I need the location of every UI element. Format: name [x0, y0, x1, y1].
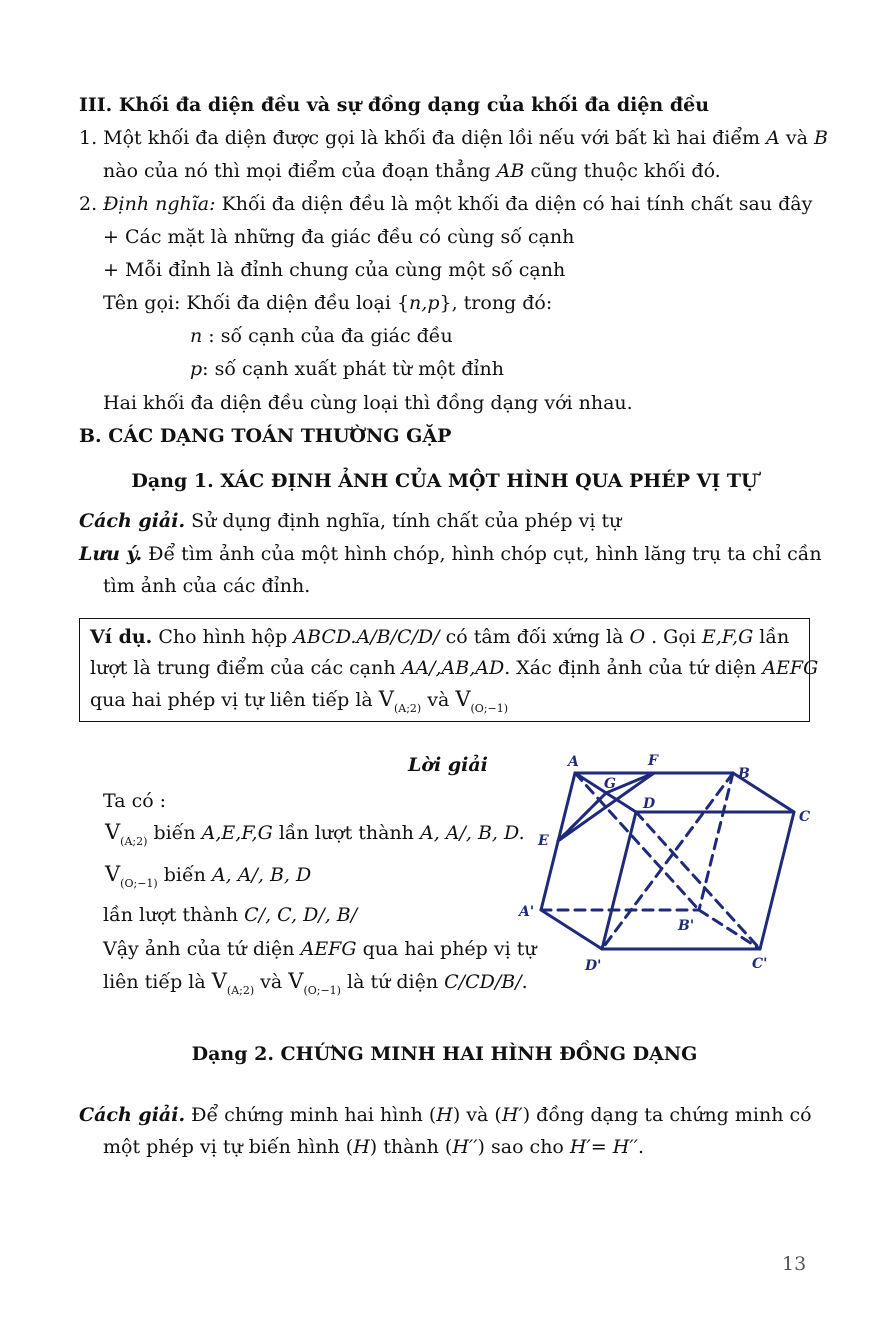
tetrahedron: AEFG	[762, 657, 819, 679]
text: và	[779, 127, 814, 149]
image-points: A, A/, B, D.	[419, 822, 525, 844]
text: lần lượt thành	[103, 904, 245, 926]
solution-step-2	[105, 862, 311, 890]
p-var: p	[190, 358, 203, 380]
label-a: A	[568, 754, 579, 770]
point-a: A	[766, 127, 780, 149]
point-b: B	[813, 127, 828, 149]
text: qua hai phép vị tự liên tiếp là	[90, 689, 379, 711]
edges: AA/,AB,AD	[401, 657, 505, 679]
homothety-symbol: V	[211, 969, 227, 993]
section-iii-heading: III. Khối đa diện đều và sự đồng dạng của khối đa diện đều	[79, 94, 710, 116]
dang-1-title: Dạng 1. XÁC ĐỊNH ẢNH CỦA MỘT HÌNH QUA PHÉP VỊ TỰ	[131, 470, 758, 492]
label-d: D	[643, 796, 656, 812]
center-o: O	[629, 626, 646, 648]
image-points: C/, C, D/, B/	[244, 904, 358, 926]
example-label: Ví dụ.	[90, 626, 153, 648]
text: lần lượt thành	[272, 822, 420, 844]
text: Cho hình hộp	[152, 626, 294, 648]
figure-lines	[541, 773, 794, 949]
text: lần	[753, 626, 790, 648]
naming-line	[103, 291, 552, 315]
text: lượt là trung điểm của các cạnh	[90, 657, 402, 679]
text: biến	[147, 822, 202, 844]
solution-step-1	[105, 820, 525, 848]
dang-1-note	[79, 542, 822, 566]
text: ) đồng dạng ta chứng minh có	[522, 1104, 812, 1126]
homothety-sub: (A;2)	[226, 984, 255, 997]
text: liên tiếp là	[103, 971, 212, 993]
label-b: B	[738, 766, 750, 782]
homothety-symbol: V	[378, 687, 394, 711]
n-definition	[190, 324, 453, 348]
parallelepiped-figure	[508, 748, 818, 978]
text: .	[521, 971, 528, 993]
text: Để tìm ảnh của một hình chóp, hình chóp cụt, hình lăng trụ ta chỉ cần	[142, 543, 822, 565]
text: .	[637, 1136, 645, 1158]
label-d-prime: D'	[585, 958, 602, 974]
dang-1-method	[79, 509, 621, 533]
property-1: + Các mặt là những đa giác đều có cùng số cạnh	[103, 226, 575, 248]
label-f: F	[648, 753, 658, 769]
text: Tên gọi: Khối đa diện đều loại {	[103, 292, 410, 314]
text: . Xác định ảnh của tứ diện	[504, 657, 763, 679]
section-b-heading: B. CÁC DẠNG TOÁN THƯỜNG GẶP	[79, 425, 452, 447]
text: và	[254, 971, 289, 993]
figure-h: H	[436, 1104, 453, 1126]
diag-dc-hidden	[636, 812, 760, 949]
label-e: E	[538, 833, 549, 849]
text: biến	[157, 864, 212, 886]
text: Vậy ảnh của tứ diện	[103, 938, 301, 960]
text: Để chứng minh hai hình (	[185, 1104, 437, 1126]
text: nào của nó thì mọi điểm của đoạn thẳng	[103, 160, 497, 182]
solution-title: Lời giải	[408, 754, 488, 776]
label-c-prime: C'	[752, 956, 768, 972]
label-g: G	[604, 776, 616, 792]
homothety-sub: (O;−1)	[470, 702, 509, 715]
figure-h-prime: H′	[501, 1104, 523, 1126]
text: ) và (	[452, 1104, 502, 1126]
label-b-prime: B'	[678, 918, 695, 934]
example-line-1	[90, 625, 789, 649]
text: cũng thuộc khối đó.	[524, 160, 721, 182]
solution-step-3	[103, 903, 357, 927]
solution-step-5	[103, 969, 528, 997]
equality: H′= H′′	[569, 1136, 638, 1158]
homothety-symbol: V	[105, 862, 121, 886]
edge-cc	[760, 812, 794, 949]
homothety-sub: (A;2)	[393, 702, 422, 715]
edge-a-d	[541, 910, 602, 949]
example-line-2	[90, 656, 818, 680]
text: Sử dụng định nghĩa, tính chất của phép vị tự	[185, 510, 622, 532]
box-name: ABCD.A/B/C/D/	[293, 626, 440, 648]
text: có tâm đối xứng là	[439, 626, 630, 648]
text: : số cạnh xuất phát từ một đỉnh	[202, 358, 504, 380]
homothety-sub: (O;−1)	[120, 877, 158, 890]
homothety-symbol: V	[455, 687, 471, 711]
solution-step-4	[103, 937, 537, 961]
dang-1-note-cont: tìm ảnh của các đỉnh.	[103, 575, 311, 597]
n-var: n	[190, 325, 203, 347]
example-line-3	[90, 687, 508, 715]
property-2: + Mỗi đỉnh là đỉnh chung của cùng một số cạnh	[103, 259, 566, 281]
label-a-prime: A'	[519, 904, 535, 920]
tetrahedron: AEFG	[300, 938, 357, 960]
segment-ab: AB	[496, 160, 525, 182]
np-symbol: n,p	[409, 292, 440, 314]
text: Khối đa diện đều là một khối đa diện có hai tính chất sau đây	[215, 193, 813, 215]
text: qua hai phép vị tự	[356, 938, 537, 960]
page-number: 13	[782, 1253, 807, 1275]
text: một phép vị tự biến hình (	[103, 1136, 354, 1158]
text: }, trong đó:	[439, 292, 553, 314]
source-points: A, A/, B, D	[211, 864, 312, 886]
solution-intro: Ta có :	[103, 790, 167, 812]
dang-2-method-line-1	[79, 1103, 812, 1127]
figure-h: H	[353, 1136, 370, 1158]
text: : số cạnh của đa giác đều	[202, 325, 453, 347]
p-definition	[190, 357, 504, 381]
diag-bd-hidden	[602, 773, 733, 949]
text: là tứ diện	[340, 971, 445, 993]
label-c: C	[799, 809, 811, 825]
method-label: Cách giải.	[79, 1104, 186, 1126]
source-points: A,E,F,G	[201, 822, 273, 844]
text: ) thành (	[369, 1136, 453, 1158]
homothety-sub: (O;−1)	[303, 984, 341, 997]
dang-2-title: Dạng 2. CHỨNG MINH HAI HÌNH ĐỒNG DẠNG	[191, 1043, 698, 1065]
points-efg: E,F,G	[701, 626, 754, 648]
text: 2.	[79, 193, 104, 215]
homothety-symbol: V	[105, 820, 121, 844]
note-label: Lưu ý.	[79, 543, 143, 565]
text: ) sao cho	[477, 1136, 570, 1158]
item-2-definition	[79, 192, 812, 216]
text: . Gọi	[645, 626, 702, 648]
similarity-statement: Hai khối đa diện đều cùng loại thì đồng dạng với nhau.	[103, 392, 633, 414]
item-1-line-2	[103, 159, 721, 183]
method-label: Cách giải.	[79, 510, 186, 532]
text: 1. Một khối đa diện được gọi là khối đa diện lồi nếu với bất kì hai điểm	[79, 127, 767, 149]
dang-2-method-line-2	[103, 1135, 644, 1159]
item-1-line-1	[79, 126, 828, 150]
homothety-sub: (A;2)	[120, 835, 148, 848]
definition-label: Định nghĩa:	[103, 193, 216, 215]
result-tetrahedron: C/CD/B/	[444, 971, 522, 993]
figure-h-double-prime: H′′	[452, 1136, 478, 1158]
text: và	[421, 689, 456, 711]
homothety-symbol: V	[288, 969, 304, 993]
